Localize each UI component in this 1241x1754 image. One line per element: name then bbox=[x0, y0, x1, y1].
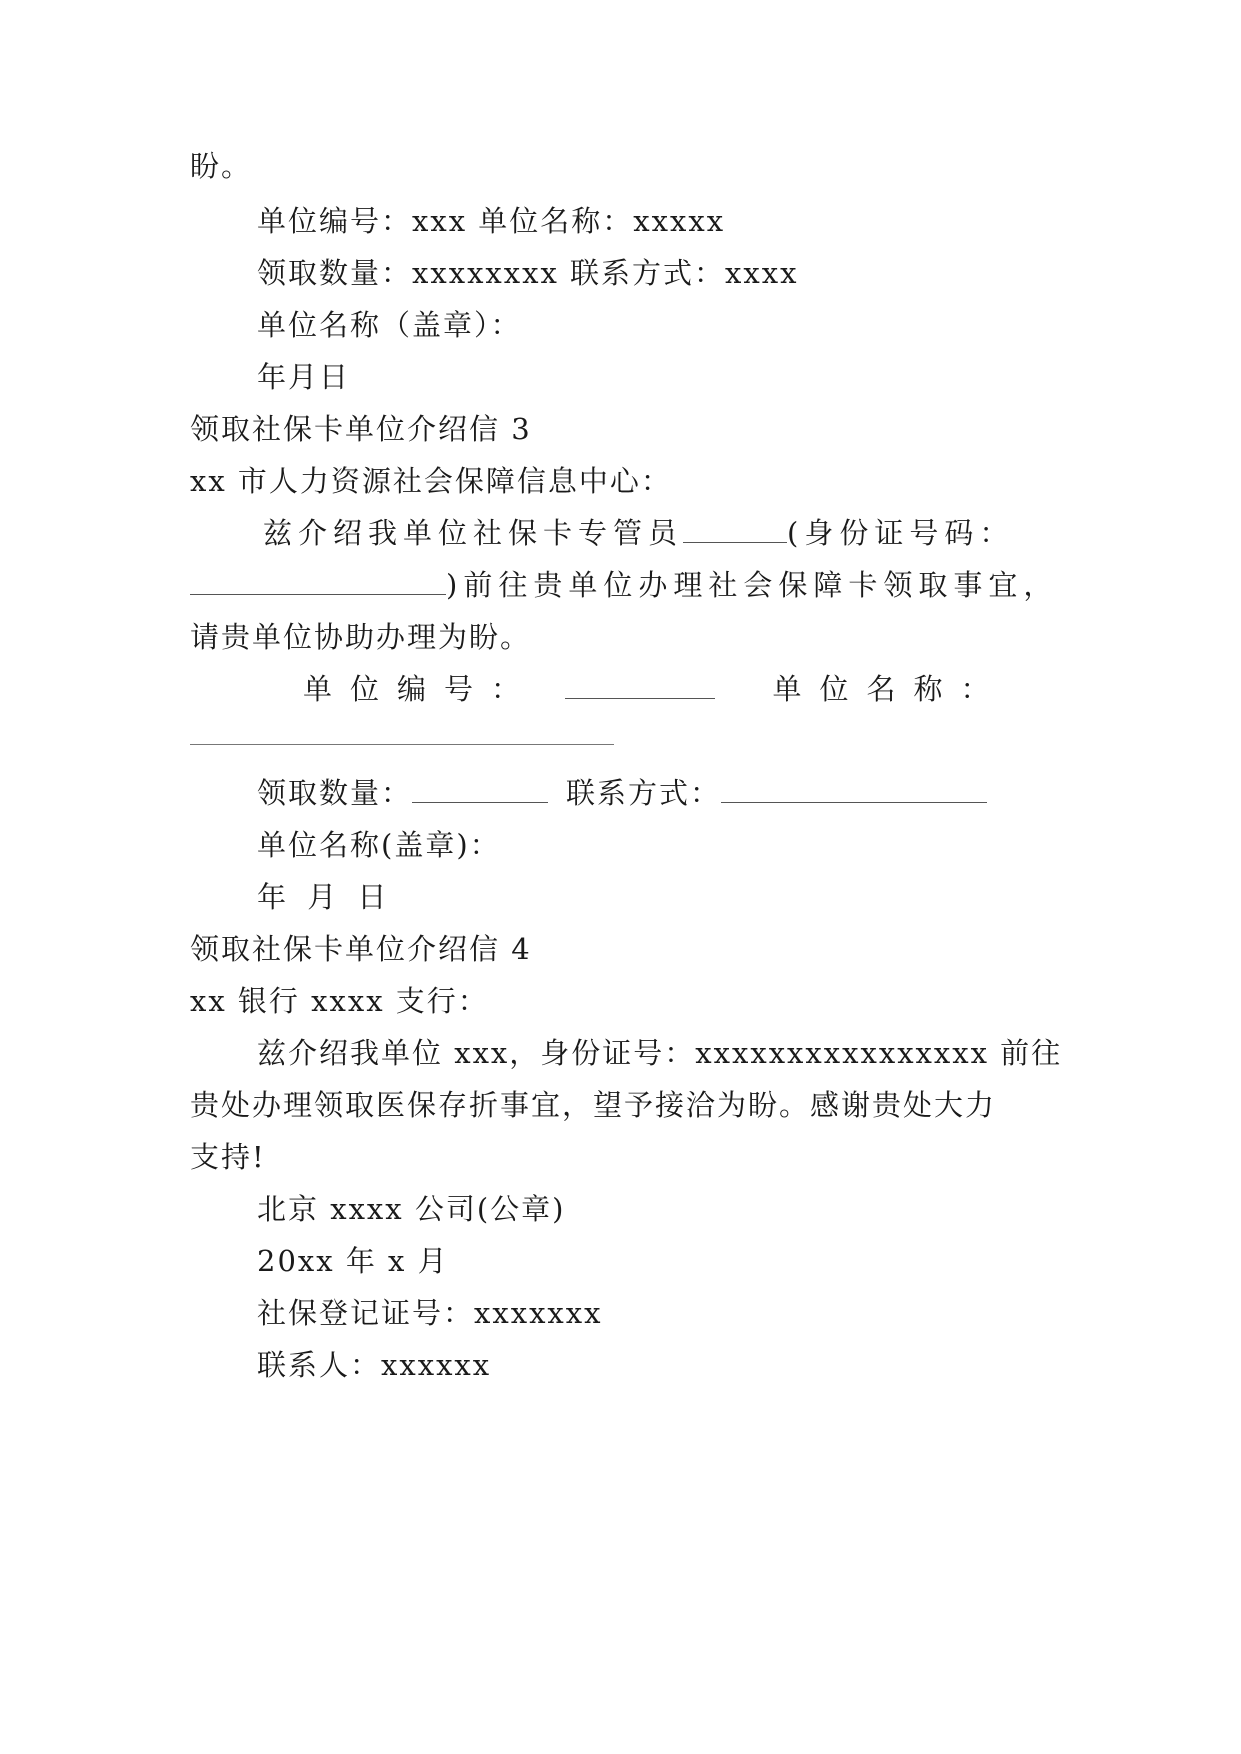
company-line: 北京 xxxx 公司(公章) bbox=[257, 1192, 566, 1226]
id-label: (身份证号码： bbox=[787, 516, 1015, 550]
intro-line-2: 兹介绍我单位 xxx，身份证号：xxxxxxxxxxxxxxxx 前往 bbox=[257, 1036, 1063, 1070]
intro-line bbox=[263, 515, 1014, 551]
quantity-fields-line bbox=[257, 775, 987, 811]
text-line: 盼。 bbox=[190, 149, 253, 183]
quantity-blank bbox=[412, 776, 548, 803]
quantity-label: 领取数量： bbox=[257, 776, 413, 810]
date-line-3: 20xx 年 x 月 bbox=[257, 1244, 449, 1278]
section-title-3: 领取社保卡单位介绍信 3 bbox=[190, 412, 532, 446]
contact-blank bbox=[721, 776, 987, 803]
intro-text: 兹介绍我单位社保卡专管员 bbox=[263, 516, 684, 550]
unit-name-label: 单位名称： bbox=[772, 672, 1008, 706]
date-line-2: 年 月 日 bbox=[257, 880, 393, 914]
addressee-line: xx 市人力资源社会保障信息中心： bbox=[190, 464, 672, 498]
unit-number-blank bbox=[565, 672, 715, 699]
request-line: 请贵单位协助办理为盼。 bbox=[190, 620, 532, 654]
manager-name-blank bbox=[683, 516, 787, 543]
date-line: 年月日 bbox=[257, 360, 351, 394]
contact-label: 联系方式： bbox=[566, 776, 722, 810]
contact-person-line: 联系人：xxxxxx bbox=[257, 1348, 492, 1382]
section-title-4: 领取社保卡单位介绍信 4 bbox=[190, 932, 532, 966]
seal-line-2: 单位名称(盖章)： bbox=[257, 828, 501, 862]
id-number-blank bbox=[190, 568, 446, 595]
unit-fields-line bbox=[303, 671, 1007, 707]
registration-number-line: 社保登记证号：xxxxxxx bbox=[257, 1296, 603, 1330]
unit-number-label: 单位编号： bbox=[303, 672, 539, 706]
addressee-line-2: xx 银行 xxxx 支行： bbox=[190, 984, 489, 1018]
intro-continued-text: )前往贵单位办理社会保障卡领取事宜， bbox=[446, 568, 1059, 602]
seal-line: 单位名称（盖章）： bbox=[257, 308, 522, 342]
unit-name-blank bbox=[190, 744, 614, 745]
body-line: 贵处办理领取医保存折事宜，望予接洽为盼。感谢贵处大力 bbox=[190, 1088, 997, 1122]
unit-number-line: 单位编号：xxx 单位名称：xxxxx bbox=[257, 204, 726, 238]
intro-continued-line bbox=[190, 567, 1058, 603]
support-line: 支持! bbox=[190, 1140, 266, 1174]
quantity-contact-line: 领取数量：xxxxxxxx 联系方式：xxxx bbox=[257, 256, 799, 290]
